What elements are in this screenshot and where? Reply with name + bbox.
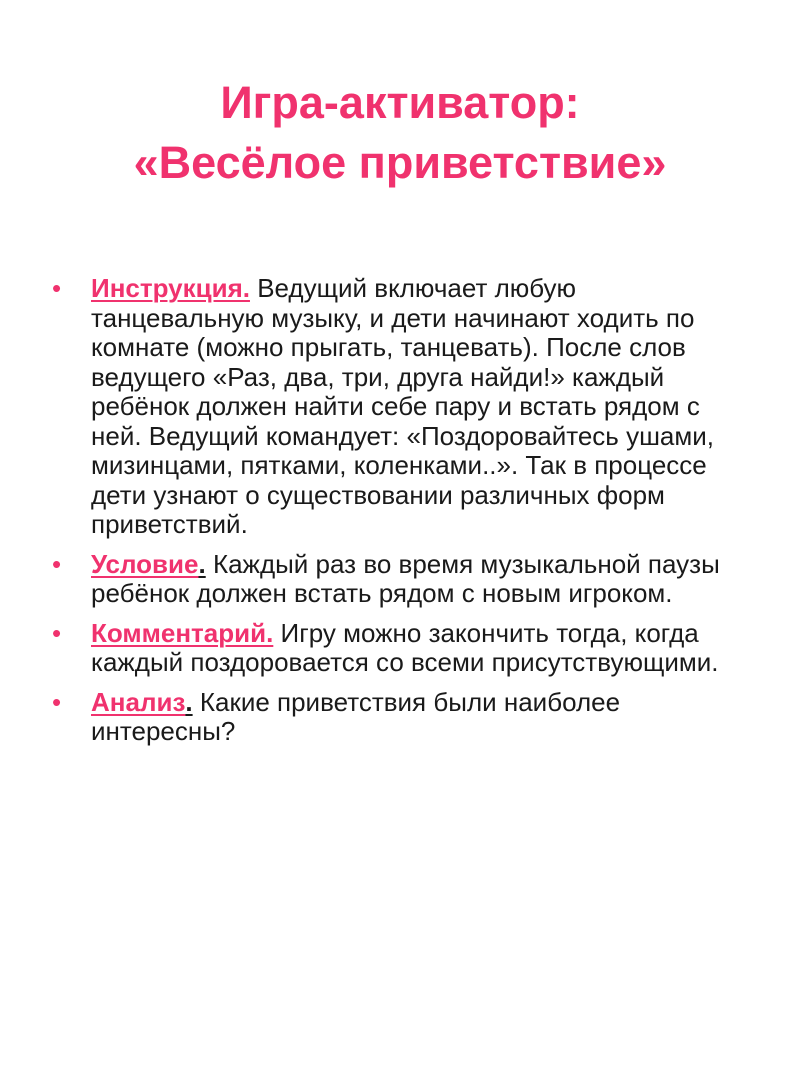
item-text-instruction: Ведущий включает любую танцевальную музыку, и дети начинают ходить по комнате (можно прыгать, танцевать). После слов ведущего «Раз, два, три, друга найди!» каждый ребёнок должен найти себе пару и встать рядом с ней. Ведущий командует: «Поздоровайтесь ушами, мизинцами, пятками, коленками..». Так в процессе дети узнают о существовании различных форм приветствий. xyxy=(91,273,715,539)
item-label-analysis: Анализ xyxy=(91,686,186,717)
slide-title xyxy=(40,73,760,193)
list-item-instruction xyxy=(52,274,752,540)
item-text-comment: Игру можно закончить тогда, когда каждый поздоровается со всеми присутствующими. xyxy=(91,617,719,677)
list-item-condition xyxy=(52,550,752,609)
bullet-icon: • xyxy=(52,273,62,303)
title-line-1: Игра-активатор: xyxy=(220,77,580,128)
bullet-list xyxy=(52,274,752,757)
list-item-analysis xyxy=(52,688,752,747)
item-label-condition: Условие xyxy=(91,548,199,579)
list-item-comment xyxy=(52,619,752,678)
bullet-icon: • xyxy=(52,617,62,648)
title-line-2: «Весёлое приветствие» xyxy=(133,137,667,188)
item-label-analysis-dot: . xyxy=(185,686,193,717)
item-label-instruction: Инструкция. xyxy=(91,273,250,303)
item-text-condition: Каждый раз во время музыкальной паузы ребёнок должен встать рядом с новым игроком. xyxy=(91,548,720,608)
item-text-analysis: Какие приветствия были наиболее интересны? xyxy=(91,686,621,746)
item-label-condition-dot: . xyxy=(198,548,206,579)
bullet-icon: • xyxy=(52,686,62,717)
item-label-comment: Комментарий. xyxy=(91,617,274,648)
bullet-icon: • xyxy=(52,548,62,579)
